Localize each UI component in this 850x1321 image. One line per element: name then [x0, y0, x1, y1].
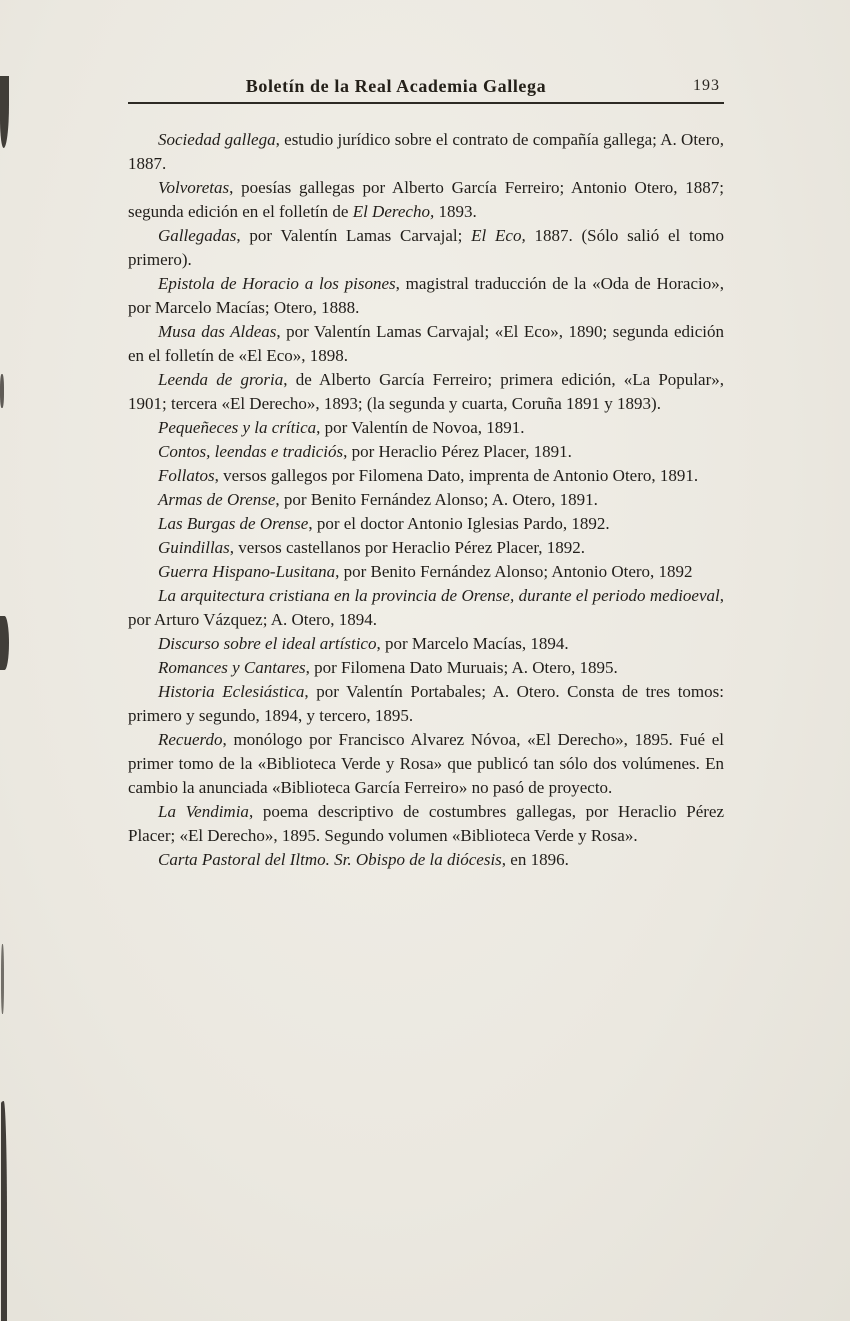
journal-title: Boletín de la Real Academia Gallega: [245, 76, 547, 96]
entry-text: , por Filomena Dato Muruais; A. Otero, 1895.: [305, 658, 618, 677]
entry-title: El Derecho,: [352, 202, 435, 221]
book-entry: [128, 272, 724, 320]
binding-mark-lower: [1, 944, 4, 1014]
entry-text: , poema descriptivo de costumbres gallegas, por Heraclio Pérez Placer; «El Derecho», 1895. Segundo volumen «Biblioteca Verde y Rosa».: [128, 802, 724, 845]
entry-title: Historia Eclesiástica: [158, 682, 305, 701]
entry-title: Volvoretas: [158, 178, 230, 197]
entry-text: , por Valentín Portabales; A. Otero. Consta de tres tomos: primero y segundo, 1894, y tercero, 1895.: [128, 682, 724, 725]
entry-title: Contos, leendas e tradiciós: [158, 442, 344, 461]
entry-title: Epistola de Horacio a los pisones: [158, 274, 396, 293]
book-entry: [128, 128, 724, 176]
book-entry: [128, 848, 724, 872]
page-number: 193: [693, 77, 720, 94]
binding-mark-upper: [0, 374, 4, 408]
entry-text: , por Valentín Lamas Carvajal;: [236, 226, 472, 245]
binding-mark-middle: [0, 616, 9, 670]
entry-text: , versos castellanos por Heraclio Pérez Placer, 1892.: [229, 538, 586, 557]
entry-title: La arquitectura cristiana en la provincia de Orense, durante el periodo medioeval: [158, 586, 720, 605]
entry-text: , magistral traducción de la «Oda de Horacio», por Marcelo Macías; Otero, 1888.: [128, 274, 724, 317]
entry-text: , por Valentín Lamas Carvajal; «El Eco», 1890; segunda edición en el folletín de «El Eco», 1898.: [128, 322, 724, 365]
book-entry: [128, 584, 724, 632]
entry-title: La Vendimia: [158, 802, 249, 821]
book-entry: [128, 440, 724, 464]
entry-title: El Eco,: [471, 226, 526, 245]
book-entry: [128, 368, 724, 416]
entry-text: , por el doctor Antonio Iglesias Pardo, 1892.: [308, 514, 610, 533]
entry-text: , de Alberto García Ferreiro; primera edición, «La Popular», 1901; tercera «El Derecho», 1893; (la segunda y cuarta, Coruña 1891 y 1893).: [128, 370, 724, 413]
entry-title: Leenda de groria: [158, 370, 284, 389]
entry-text: , por Marcelo Macías, 1894.: [376, 634, 569, 653]
book-entry: [128, 464, 724, 488]
book-entry: [128, 680, 724, 728]
entry-title: Sociedad gallega: [158, 130, 276, 149]
book-entry: [128, 176, 724, 224]
entry-text: , en 1896.: [501, 850, 569, 869]
book-entry: [128, 416, 724, 440]
entry-text: , poesías gallegas por Alberto García Ferreiro; Antonio Otero, 1887; segunda edición en el folletín de: [128, 178, 724, 221]
entry-title: Armas de Orense: [158, 490, 276, 509]
entry-title: Musa das Aldeas: [158, 322, 277, 341]
entry-text: , estudio jurídico sobre el contrato de compañía gallega; A. Otero, 1887.: [128, 130, 724, 173]
entry-text: , monólogo por Francisco Alvarez Nóvoa, «El Derecho», 1895. Fué el primer tomo de la «Biblioteca Verde y Rosa» que publicó tan sólo dos volúmenes. En cambio la anunciada «Biblioteca García Ferreiro» no pasó de proyecto.: [128, 730, 724, 797]
entry-title: Discurso sobre el ideal artístico: [158, 634, 377, 653]
book-entry: [128, 488, 724, 512]
entry-title: Guerra Hispano-Lusitana: [158, 562, 336, 581]
entry-title: Follatos: [158, 466, 215, 485]
entry-title: Carta Pastoral del Iltmo. Sr. Obispo de la diócesis: [158, 850, 502, 869]
entry-title: Recuerdo: [158, 730, 223, 749]
entry-title: Romances y Cantares: [158, 658, 306, 677]
entry-title: Las Burgas de Orense: [158, 514, 309, 533]
book-entry: [128, 656, 724, 680]
entry-text: , por Heraclio Pérez Placer, 1891.: [343, 442, 572, 461]
binding-mark-bottom: [1, 1101, 7, 1321]
entry-text: , versos gallegos por Filomena Dato, imprenta de Antonio Otero, 1891.: [214, 466, 699, 485]
book-entry: [128, 536, 724, 560]
book-entry: [128, 224, 724, 272]
book-entry: [128, 320, 724, 368]
book-entry: [128, 728, 724, 800]
entry-title: Gallegadas: [158, 226, 237, 245]
entry-text: 1893.: [434, 202, 477, 221]
book-entry: [128, 512, 724, 536]
entry-text: , por Arturo Vázquez; A. Otero, 1894.: [128, 586, 724, 629]
page-header: [128, 76, 724, 104]
book-entry: [128, 560, 724, 584]
entry-list: [128, 128, 724, 872]
book-entry: [128, 632, 724, 656]
binding-mark-top: [0, 76, 9, 148]
entry-text: , por Benito Fernández Alonso; A. Otero, 1891.: [275, 490, 598, 509]
entry-text: 1887. (Sólo salió el tomo primero).: [128, 226, 724, 269]
entry-text: , por Benito Fernández Alonso; Antonio Otero, 1892: [335, 562, 693, 581]
book-entry: [128, 800, 724, 848]
entry-text: , por Valentín de Novoa, 1891.: [316, 418, 525, 437]
entry-title: Pequeñeces y la crítica: [158, 418, 317, 437]
entry-title: Guindillas: [158, 538, 230, 557]
